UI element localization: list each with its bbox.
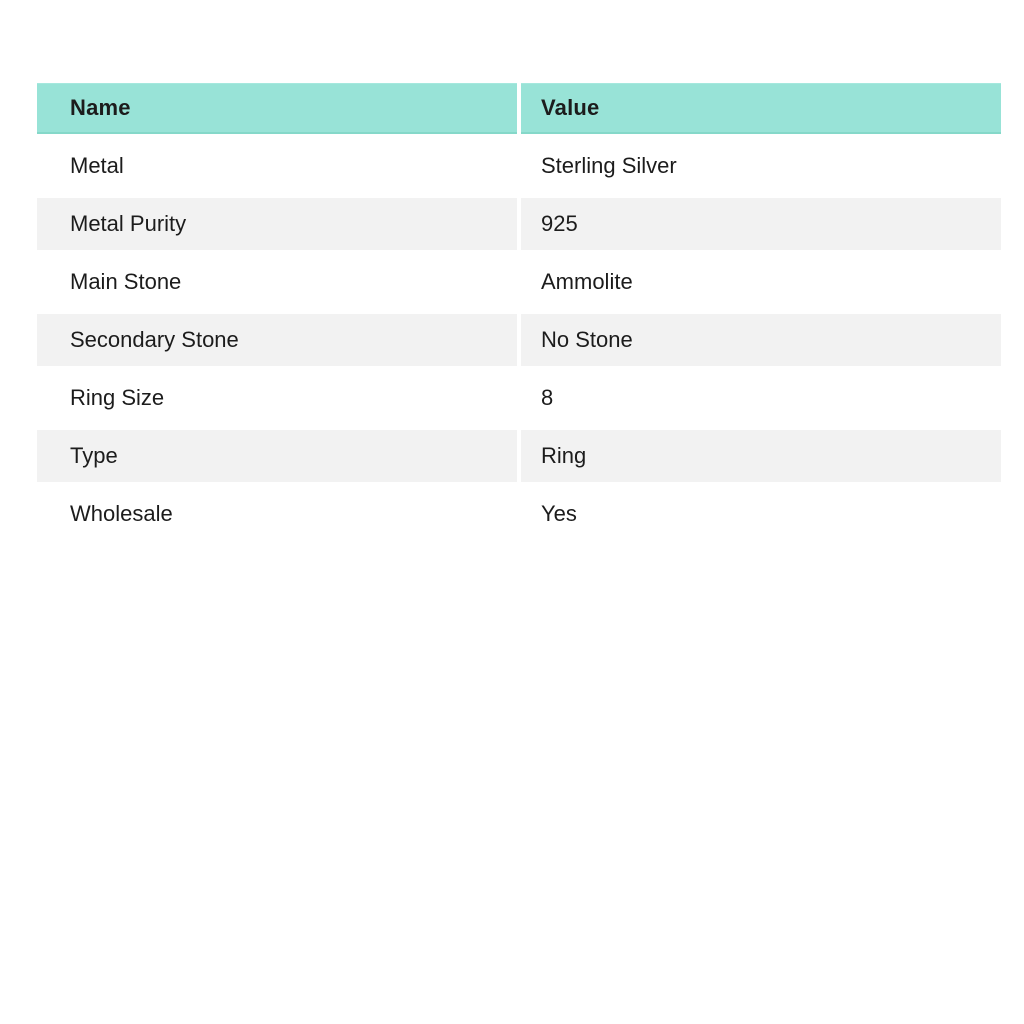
table-body [37, 140, 1001, 540]
table-row [37, 256, 1001, 308]
table-row [37, 488, 1001, 540]
attr-name-cell: Main Stone [37, 256, 517, 308]
attr-value-cell: Yes [521, 488, 1001, 540]
attr-name-cell: Wholesale [37, 488, 517, 540]
attr-name-cell: Metal Purity [37, 198, 517, 250]
table-row [37, 140, 1001, 192]
table-header [37, 83, 1001, 134]
column-header-value: Value [521, 83, 1001, 134]
table-row [37, 372, 1001, 424]
attributes-table [33, 77, 1005, 546]
attr-value-cell: Ammolite [521, 256, 1001, 308]
attr-value-cell: 8 [521, 372, 1001, 424]
attr-name-cell: Type [37, 430, 517, 482]
attr-value-cell: Ring [521, 430, 1001, 482]
attr-value-cell: 925 [521, 198, 1001, 250]
table-row [37, 430, 1001, 482]
column-header-name: Name [37, 83, 517, 134]
table-row [37, 198, 1001, 250]
table-row [37, 314, 1001, 366]
header-row [37, 83, 1001, 134]
attr-name-cell: Ring Size [37, 372, 517, 424]
attr-name-cell: Metal [37, 140, 517, 192]
attr-value-cell: No Stone [521, 314, 1001, 366]
attr-value-cell: Sterling Silver [521, 140, 1001, 192]
attr-name-cell: Secondary Stone [37, 314, 517, 366]
